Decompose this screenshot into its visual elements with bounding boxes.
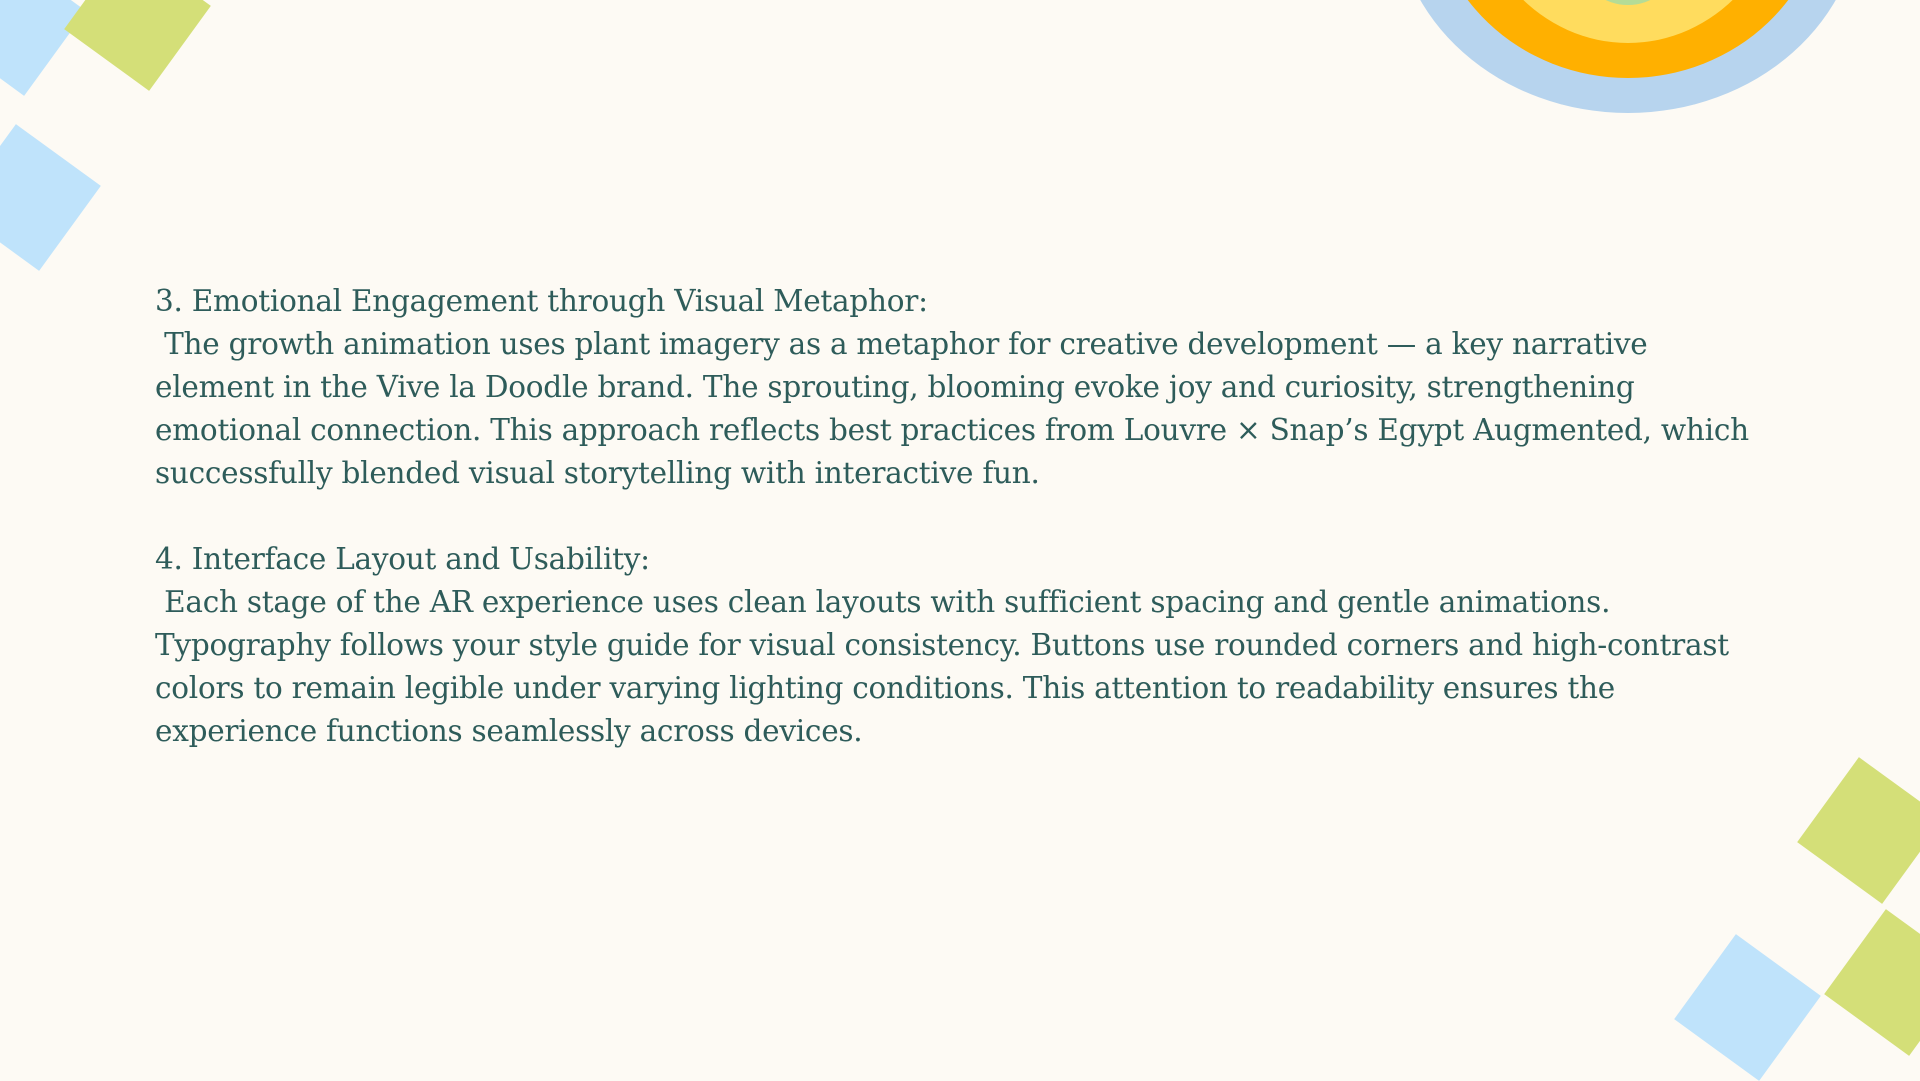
section-emotional-engagement xyxy=(155,280,1795,495)
section-interface-layout xyxy=(155,538,1795,753)
section-heading-text: 4. Interface Layout and Usability: xyxy=(155,542,650,576)
section-body xyxy=(155,323,1795,495)
section-heading xyxy=(155,280,1795,323)
body-line: emotional connection. This approach reflects best practices from Louvre × Snap’s Egypt Augmented, which xyxy=(155,413,1749,447)
body-line: successfully blended visual storytelling with interactive fun. xyxy=(155,456,1040,490)
section-body xyxy=(155,581,1795,753)
slide-content xyxy=(155,280,1795,796)
body-line: Each stage of the AR experience uses clean layouts with sufficient spacing and gentle animations. xyxy=(155,585,1611,619)
decor-square-green-top-left xyxy=(64,0,211,91)
section-heading xyxy=(155,538,1795,581)
decor-square-green-bottom-right-upper xyxy=(1797,757,1920,904)
body-line: The growth animation uses plant imagery as a metaphor for creative development — a key narrative xyxy=(155,327,1648,361)
body-line: Typography follows your style guide for visual consistency. Buttons use rounded corners and high-contrast xyxy=(155,628,1729,662)
body-line: colors to remain legible under varying lighting conditions. This attention to readability ensures the xyxy=(155,671,1616,705)
decor-square-blue-left xyxy=(0,124,101,271)
section-heading-text: 3. Emotional Engagement through Visual Metaphor: xyxy=(155,284,928,318)
body-line: experience functions seamlessly across devices. xyxy=(155,714,863,748)
decor-square-green-bottom-right-lower xyxy=(1824,909,1920,1056)
decor-square-blue-bottom-right xyxy=(1674,934,1821,1081)
decor-square-blue-top-left xyxy=(0,0,86,96)
body-line: element in the Vive la Doodle brand. The sprouting, blooming evoke joy and curiosity, strengthening xyxy=(155,370,1635,404)
